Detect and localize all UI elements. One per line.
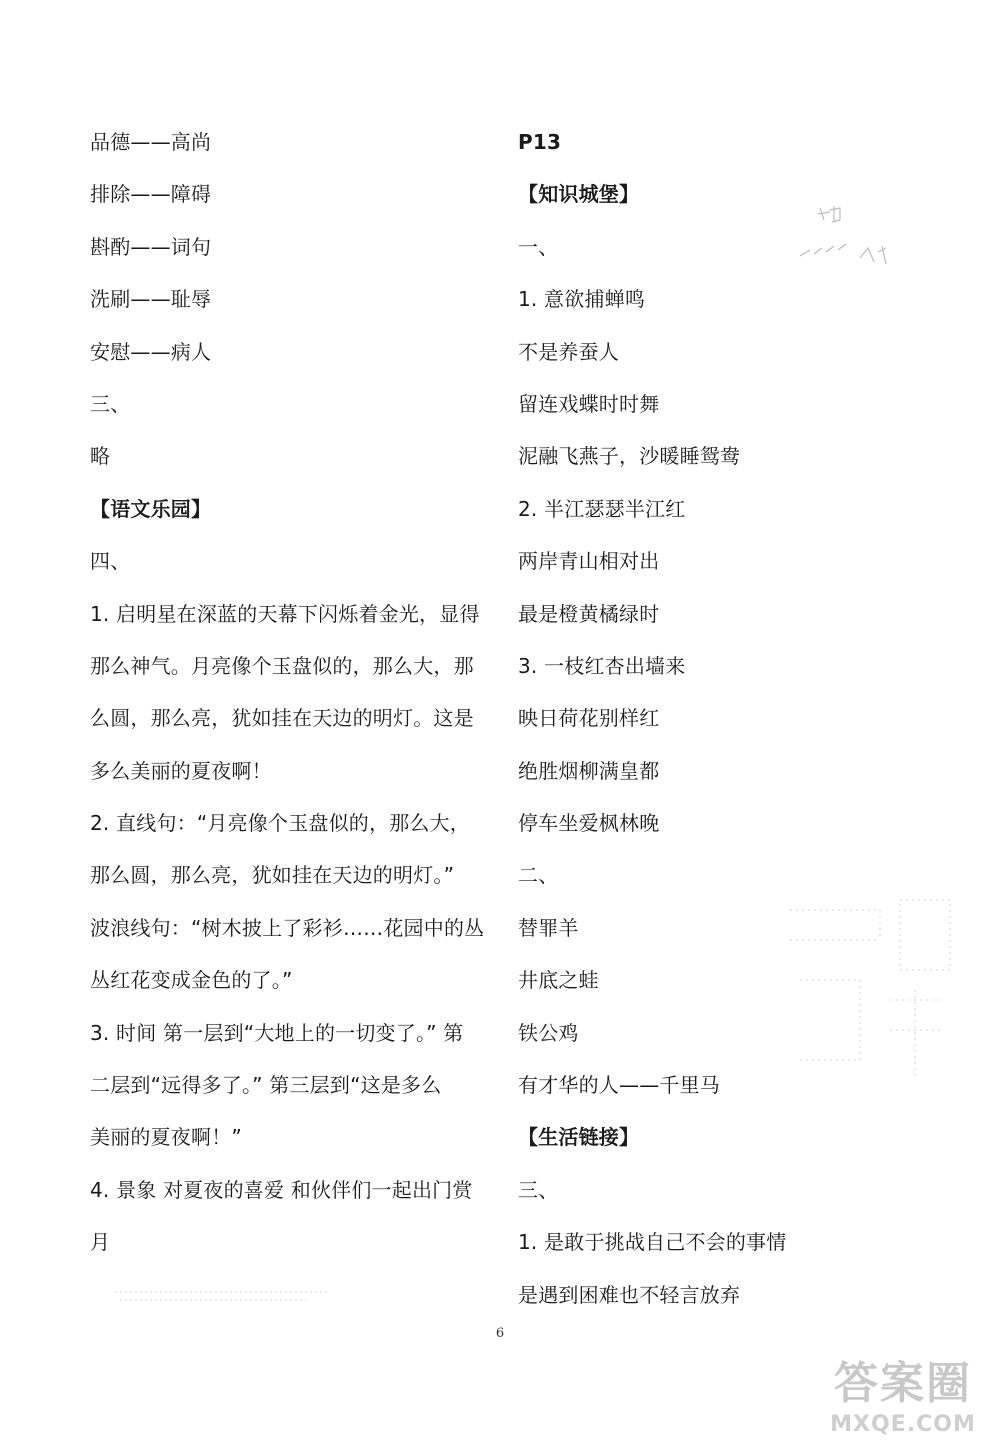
answer-line: 月 (90, 1230, 111, 1255)
answer-line: 2. 半江瑟瑟半江红 (518, 496, 686, 521)
answer-line: 多么美丽的夏夜啊！ (90, 758, 272, 783)
right-column (518, 120, 938, 1325)
watermark-url-text: MXQE.COM (830, 1412, 976, 1437)
answer-line: 那么圆，那么亮，犹如挂在天边的明灯。” (90, 863, 455, 888)
answer-line: 略 (90, 444, 111, 469)
answer-line: 斟酌——词句 (90, 234, 212, 259)
answer-line: 丛红花变成金色的了。” (90, 968, 293, 993)
answer-line: 两岸青山相对出 (518, 549, 660, 574)
answer-line: 4. 景象 对夏夜的喜爱 和伙伴们一起出门赏 (90, 1177, 473, 1202)
section-heading: P13 (518, 130, 562, 154)
answer-line: 二、 (518, 863, 559, 888)
answer-line: 不是养蚕人 (518, 339, 619, 364)
answer-line: 3. 时间 第一层到“大地上的一切变了。” 第 (90, 1020, 464, 1045)
section-heading: 【生活链接】 (518, 1125, 640, 1150)
answer-line: 替罪羊 (518, 915, 579, 940)
answer-line: 映日荷花别样红 (518, 706, 660, 731)
section-heading: 【语文乐园】 (90, 496, 212, 521)
answer-line: 三、 (90, 391, 131, 416)
answer-line: 么圆，那么亮，犹如挂在天边的明灯。这是 (90, 706, 474, 731)
answer-line: 那么神气。月亮像个玉盘似的，那么大，那 (90, 653, 474, 678)
answer-line: 波浪线句：“树木披上了彩衫……花园中的丛 (90, 915, 485, 940)
watermark-main-text: 答案圈 (834, 1358, 972, 1409)
answer-line: 三、 (518, 1177, 559, 1202)
faint-scan-marks-bottom-left (110, 1280, 340, 1310)
answer-line: 井底之蛙 (518, 968, 599, 993)
section-heading: 【知识城堡】 (518, 182, 640, 207)
answer-line: 是遇到困难也不轻言放弃 (518, 1282, 741, 1307)
answer-line: 2. 直线句：“月亮像个玉盘似的，那么大， (90, 811, 471, 836)
answer-line: 1. 启明星在深蓝的天幕下闪烁着金光，显得 (90, 601, 480, 626)
answer-line: 品德——高尚 (90, 130, 212, 154)
left-column (90, 120, 490, 1273)
answer-line: 停车坐爱枫林晚 (518, 811, 660, 836)
answer-line: 1. 是敢于挑战自己不会的事情 (518, 1230, 787, 1255)
answer-line: 泥融飞燕子，沙暖睡鸳鸯 (518, 444, 741, 469)
answer-line: 洗刷——耻辱 (90, 287, 212, 312)
answer-line: 有才华的人——千里马 (518, 1073, 720, 1098)
answer-line: 最是橙黄橘绿时 (518, 601, 660, 626)
answer-line: 3. 一枝红杏出墙来 (518, 653, 686, 678)
answer-line: 铁公鸡 (518, 1020, 579, 1045)
answer-line: 绝胜烟柳满皇都 (518, 758, 660, 783)
page-number: 6 (495, 1326, 505, 1341)
answer-line: 1. 意欲捕蝉鸣 (518, 287, 646, 312)
answer-line: 一、 (518, 234, 559, 259)
answer-line: 四、 (90, 549, 131, 574)
answer-line: 美丽的夏夜啊！” (90, 1125, 242, 1150)
watermark-logo (818, 1358, 988, 1448)
answer-line: 排除——障碍 (90, 182, 212, 207)
answer-line: 二层到“远得多了。” 第三层到“这是多么 (90, 1073, 442, 1098)
answer-line: 留连戏蝶时时舞 (518, 391, 660, 416)
answer-line: 安慰——病人 (90, 339, 212, 364)
